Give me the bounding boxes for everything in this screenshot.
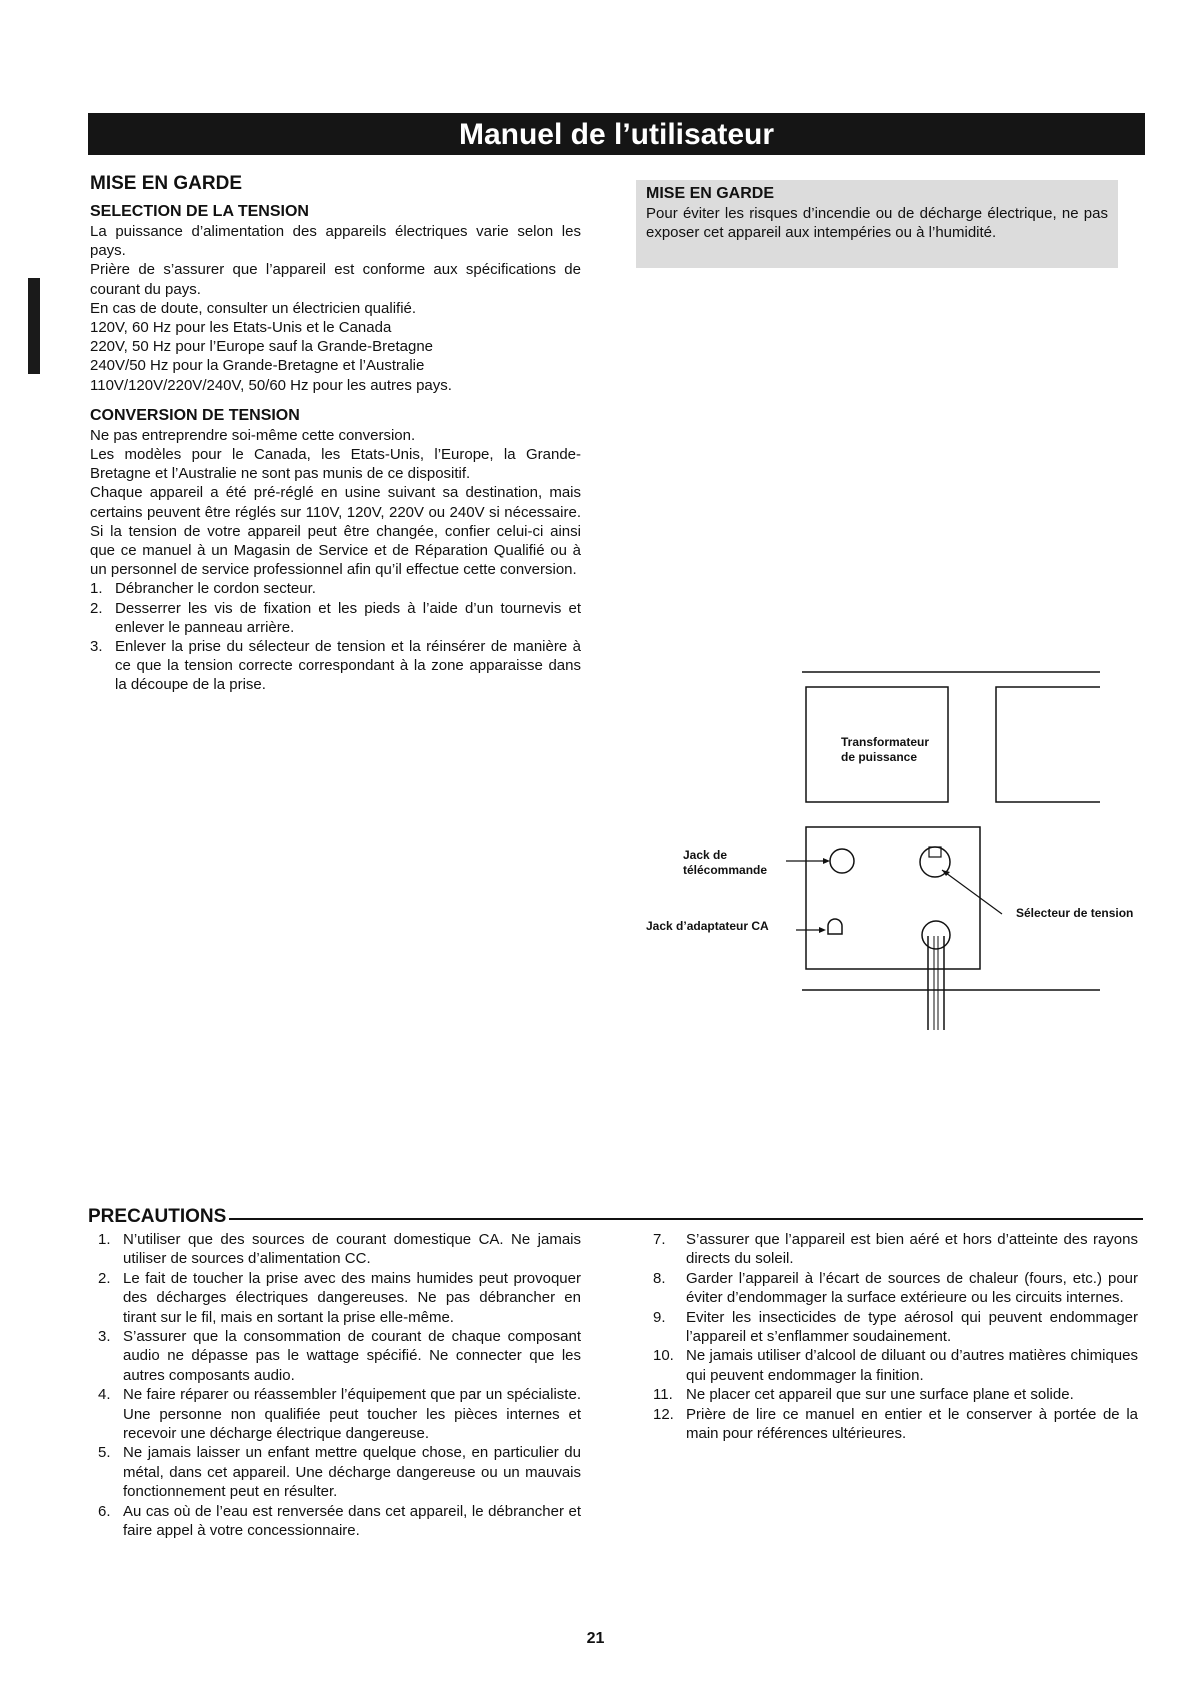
voltage-spec-line: 220V, 50 Hz pour l’Europe sauf la Grande-Bretagne	[90, 338, 434, 356]
page-number: 21	[586, 1630, 605, 1647]
list-item: 9. Eviter les insecticides de type aérosol qui peuvent endommager l’appareil et s’enflammer soudainement.	[653, 1308, 1138, 1346]
remote-jack-label: télécommande	[683, 863, 768, 877]
precautions-right-column	[653, 1230, 1138, 1443]
list-item: 10. Ne jamais utiliser d’alcool de diluant ou d’autres matières chimiques qui peuvent endommager la finition.	[653, 1347, 1138, 1384]
caution-heading: MISE EN GARDE	[646, 185, 775, 202]
list-item: 11. Ne placer cet appareil que sur une surface plane et solide.	[653, 1386, 1074, 1404]
ac-adapter-jack-icon	[828, 919, 842, 934]
jack-panel	[806, 827, 980, 969]
power-cord-grommet	[922, 921, 950, 949]
page-title: Manuel de l’utilisateur	[458, 118, 775, 151]
paragraph: En cas de doute, consulter un électricien qualifié.	[90, 299, 417, 317]
remote-jack-label: Jack de	[683, 848, 728, 862]
voltage-spec-line: 240V/50 Hz pour la Grande-Bretagne et l’Australie	[90, 357, 425, 375]
list-item: 5. Ne jamais laisser un enfant mettre quelque chose, en particulier du métal, dans cet appareil. Une décharge dangereuse ou un mauvais fonctionnement peut en résulter.	[98, 1444, 581, 1501]
conversion-steps	[90, 579, 581, 694]
caution-text: Pour éviter les risques d’incendie ou de décharge électrique, ne pas exposer cet appareil aux intempéries ou à l’humidité.	[646, 205, 1108, 241]
transformer-label: Transformateur	[841, 735, 930, 749]
list-item: 2. Desserrer les vis de fixation et les pieds à l’aide d’un tournevis et enlever le panneau arrière.	[90, 599, 581, 636]
precautions-heading: PRECAUTIONS	[88, 1206, 1143, 1232]
precautions-left-column	[98, 1230, 581, 1541]
voltage-conversion-heading: CONVERSION DE TENSION	[90, 406, 300, 424]
paragraph: Chaque appareil a été pré-réglé en usine suivant sa destination, mais certains peuvent être réglés sur 110V, 120V, 220V ou 240V si nécessaire. Si la tension de votre appareil peut être changée, confier celui-ci ainsi que ce manuel à un Magasin de Service et de Réparation Qualifié ou à un personnel de service professionnel afin qu’il effectue cette conversion.	[90, 484, 581, 579]
adjacent-box	[996, 687, 1100, 802]
list-item: 8. Garder l’appareil à l’écart de sources de chaleur (fours, etc.) pour éviter d’endommager la surface extérieure ou les circuits internes.	[653, 1269, 1138, 1307]
list-item: 7. S’assurer que l’appareil est bien aéré et hors d’atteinte des rayons directs du soleil.	[653, 1231, 1138, 1268]
caution-box	[636, 180, 1118, 268]
voltage-selection-heading: SELECTION DE LA TENSION	[90, 203, 309, 220]
list-item: 3. Enlever la prise du sélecteur de tension et la réinsérer de manière à ce que la tension correcte correspondant à la zone apparaisse dans la découpe de la prise.	[90, 638, 581, 694]
voltage-spec-line: 120V, 60 Hz pour les Etats-Unis et le Canada	[90, 319, 392, 337]
list-item: 3. S’assurer que la consommation de courant de chaque composant audio ne dépasse pas le wattage spécifié. Ne connecter que les autres composants audio.	[98, 1328, 581, 1384]
paragraph: Les modèles pour le Canada, les Etats-Unis, l’Europe, la Grande-Bretagne et l’Australie ne sont pas munis de ce dispositif.	[90, 446, 581, 483]
paragraph: Prière de s’assurer que l’appareil est conforme aux spécifications de courant du pays.	[90, 261, 581, 298]
list-item: 6. Au cas où de l’eau est renversée dans cet appareil, le débrancher et faire appel à votre concessionnaire.	[98, 1502, 581, 1540]
ac-adapter-jack-label: Jack d’adaptateur CA	[646, 919, 769, 933]
paragraph: La puissance d’alimentation des appareils électriques varie selon les pays.	[90, 223, 581, 260]
list-item: 1. Débrancher le cordon secteur.	[90, 580, 316, 598]
page-title-banner	[88, 113, 1145, 155]
side-tab-marker	[28, 278, 40, 374]
list-item: 2. Le fait de toucher la prise avec des mains humides peut provoquer des décharges électriques dangereuses. Ne pas débrancher en tirant sur le fil, mais en sortant la prise elle-même.	[98, 1269, 581, 1326]
rear-panel-diagram	[630, 660, 1190, 1060]
voltage-spec-line: 110V/120V/220V/240V, 50/60 Hz pour les autres pays.	[90, 376, 452, 394]
main-heading: MISE EN GARDE	[90, 173, 243, 194]
paragraph: Ne pas entreprendre soi-même cette conversion.	[90, 426, 416, 444]
left-column	[90, 172, 581, 695]
list-item: 4. Ne faire réparer ou réassembler l’équipement que par un spécialiste. Une personne non qualifiée peut toucher les pièces internes et recevoir une décharge électrique dangereuse.	[98, 1386, 581, 1443]
list-item: 12. Prière de lire ce manuel en entier et le conserver à portée de la main pour références ultérieures.	[653, 1405, 1138, 1443]
voltage-selector-label: Sélecteur de tension	[1016, 906, 1134, 920]
list-item: 1. N’utiliser que des sources de courant domestique CA. Ne jamais utiliser de sources d’alimentation CC.	[98, 1231, 581, 1268]
transformer-label: de puissance	[841, 750, 918, 764]
remote-jack-icon	[830, 849, 854, 873]
